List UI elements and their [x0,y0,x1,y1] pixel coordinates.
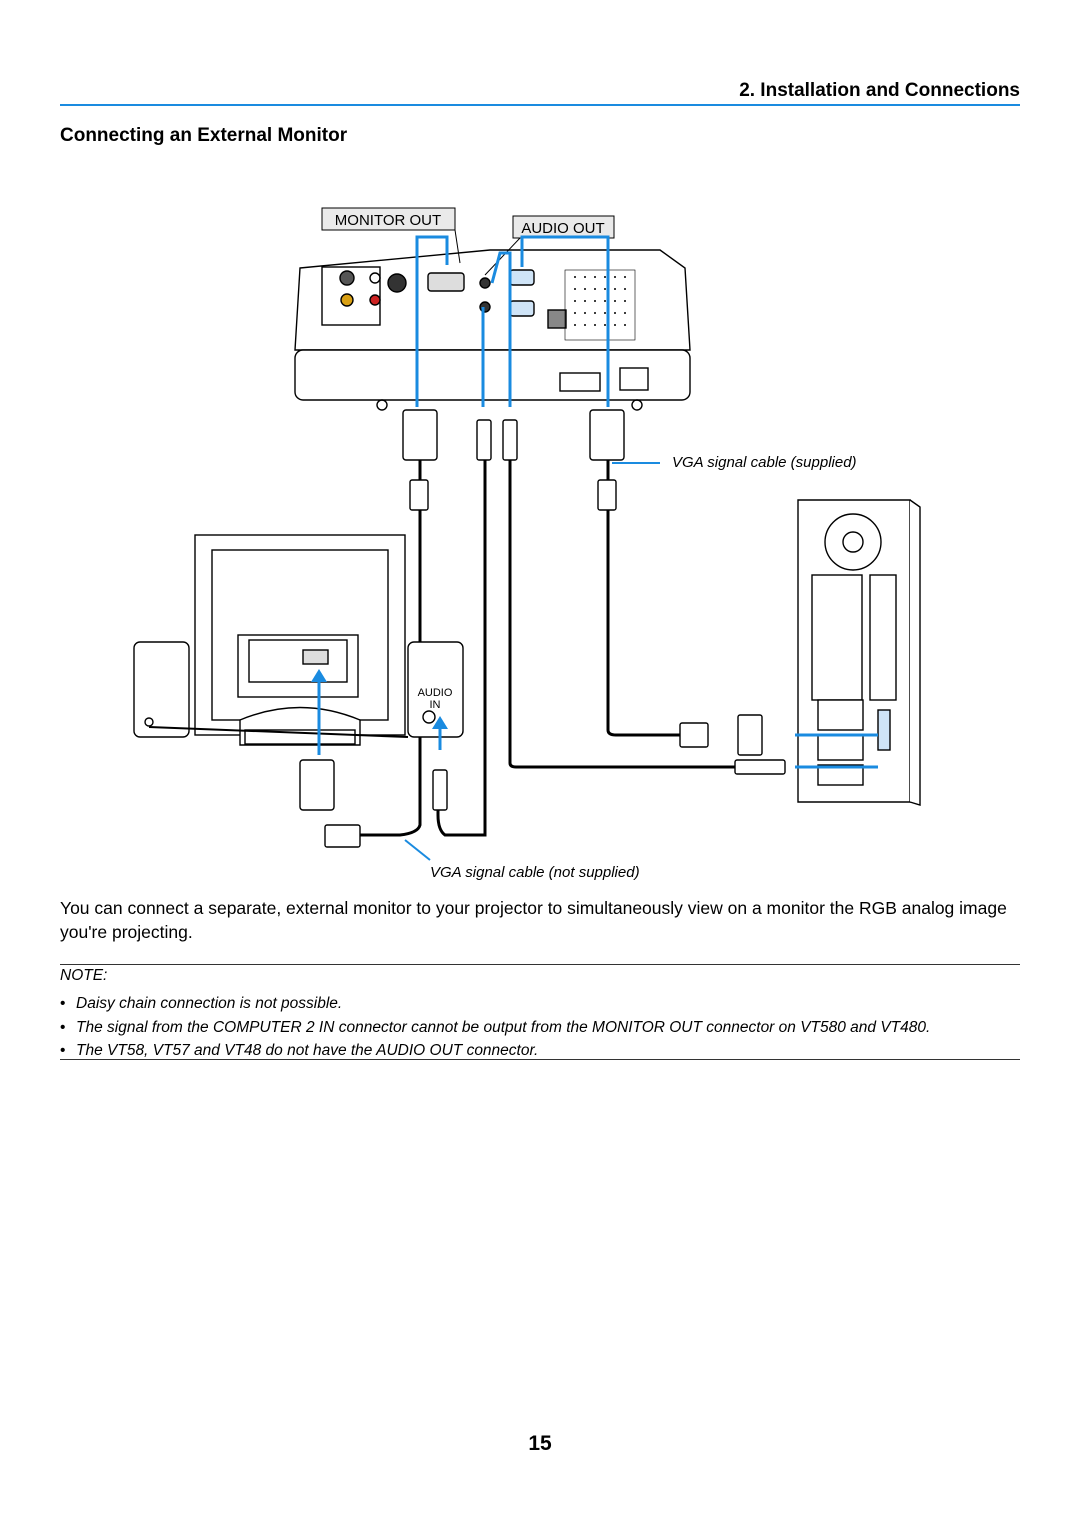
section-title: Connecting an External Monitor [60,125,348,146]
note-label: NOTE: [60,967,108,984]
connection-diagram [60,195,1020,885]
note-list [60,992,1025,1063]
page-number: 15 [528,1432,552,1455]
chapter-title: 2. Installation and Connections [739,80,1020,101]
supplied-cable-callout [612,454,857,471]
audio-in-label-line2: IN [429,699,441,711]
body-paragraph: You can connect a separate, external monitor to your projector to simultaneously view on a monitor the RGB analog image you're projecting. [60,898,1007,942]
note-item-text: The VT58, VT57 and VT48 do not have the AUDIO OUT connector. [76,1042,539,1059]
not-supplied-cable-callout [405,840,640,881]
monitor-illustration [195,535,405,745]
projector-illustration [295,250,690,410]
note-top-rule [60,964,1020,965]
computer-illustration [798,500,920,805]
audio-in-label-line1: AUDIO [417,687,453,699]
header-rule [60,104,1020,106]
note-item-text: Daisy chain connection is not possible. [76,995,343,1012]
note-item: • The VT58, VT57 and VT48 do not have the AUDIO OUT connector. [60,1042,539,1059]
note-bottom-rule [60,1059,1020,1060]
audio-out-label: AUDIO OUT [521,220,605,237]
note-item: • Daisy chain connection is not possible. [60,995,343,1012]
note-item-text: The signal from the COMPUTER 2 IN connector cannot be output from the MONITOR OUT connector on VT580 and VT480. [76,1018,931,1036]
cable-supplied-label: VGA signal cable (supplied) [672,454,857,471]
cable-not-supplied-label: VGA signal cable (not supplied) [430,864,640,881]
note-item: • The signal from the COMPUTER 2 IN connector cannot be output from the MONITOR OUT connector on VT580 and VT480. [60,1018,931,1036]
monitor-out-label: MONITOR OUT [334,212,442,229]
